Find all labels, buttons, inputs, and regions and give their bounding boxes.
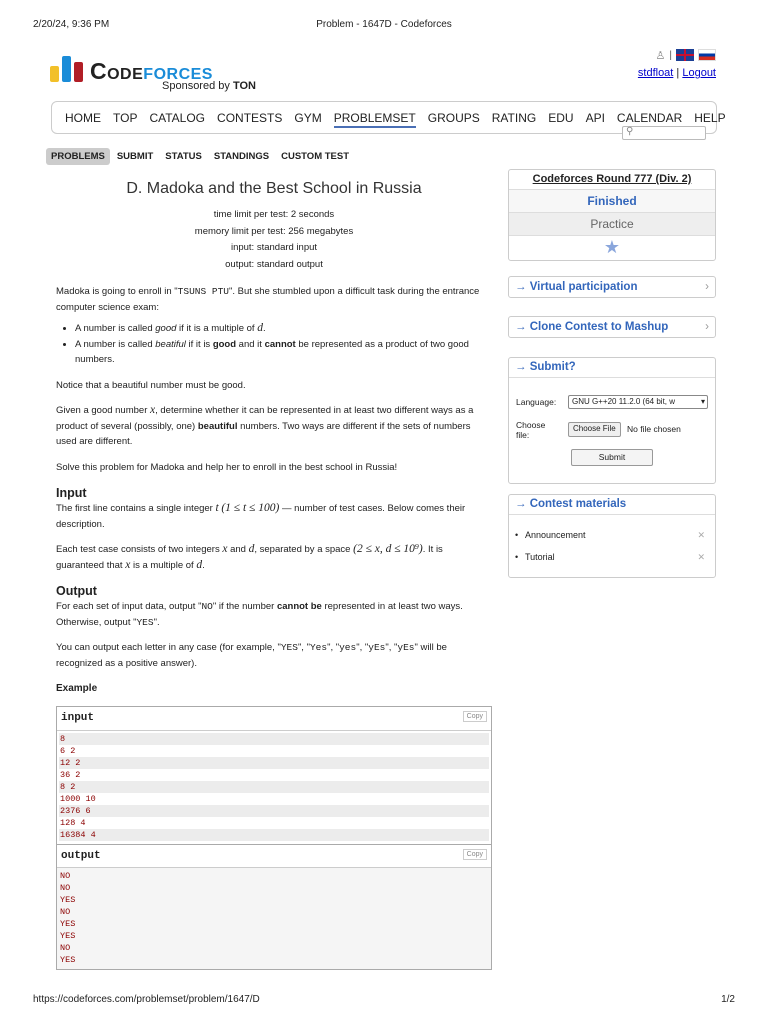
logo-sponsor: Sponsored by TON — [162, 80, 256, 92]
sample-line: NO — [60, 907, 71, 917]
example-title: Example — [56, 683, 98, 694]
english-flag-icon[interactable] — [676, 49, 694, 61]
nav-contests[interactable]: CONTESTS — [217, 111, 283, 125]
sample-line: 6 2 — [60, 746, 76, 756]
print-datetime: 2/20/24, 9:36 PM — [33, 19, 110, 30]
submit-box — [508, 357, 716, 484]
contest-round-link[interactable]: Codeforces Round 777 (Div. 2) — [532, 173, 692, 185]
sample-output — [57, 868, 491, 969]
clone-contest-link[interactable]: → Clone Contest to Mashup › — [508, 316, 716, 338]
nav-problemset[interactable]: PROBLEMSET — [334, 111, 416, 128]
sample-line: YES — [60, 895, 76, 905]
subnav-standings[interactable]: STANDINGS — [213, 151, 270, 162]
nav-top[interactable]: TOP — [113, 111, 138, 125]
submit-button[interactable]: Submit — [571, 449, 653, 466]
subnav-status[interactable]: STATUS — [165, 151, 202, 162]
search-input[interactable] — [622, 126, 706, 140]
russian-flag-icon[interactable] — [698, 49, 716, 61]
print-footer — [33, 994, 735, 1006]
problem-subnav — [46, 148, 356, 165]
sample-line: 8 — [59, 733, 489, 745]
sample-output-label: output — [61, 850, 101, 862]
language-label: Language: — [516, 397, 557, 407]
nav-gym[interactable]: GYM — [294, 111, 322, 125]
sample-line: 8 2 — [59, 781, 489, 793]
subnav-submit[interactable]: SUBMIT — [116, 151, 154, 162]
sample-line: YES — [60, 955, 76, 965]
input-section-title: Input — [56, 486, 87, 500]
choose-file-label: Choose file: — [516, 420, 546, 440]
list-item: • A number is called good if it is a multiple of d. — [75, 321, 492, 337]
sample-line: 16384 4 — [59, 829, 489, 841]
copy-output-button[interactable]: Copy — [463, 849, 487, 860]
contest-round-box — [508, 169, 716, 261]
nav-home[interactable]: HOME — [65, 111, 101, 125]
nav-api[interactable]: API — [585, 111, 605, 125]
copy-input-button[interactable]: Copy — [463, 711, 487, 722]
sample-line: 12 2 — [59, 757, 489, 769]
practice-label[interactable]: Practice — [509, 212, 715, 235]
file-status: No file chosen — [627, 424, 681, 434]
nav-help[interactable]: HELP — [694, 111, 726, 125]
language-select[interactable]: GNU G++20 11.2.0 (64 bit, w ▾ — [568, 395, 708, 409]
problem-statement — [56, 180, 492, 697]
nav-calendar[interactable]: CALENDAR — [616, 111, 683, 125]
nav-groups[interactable]: GROUPS — [427, 111, 480, 125]
problem-title: D. Madoka and the Best School in Russia — [126, 180, 422, 197]
sample-line: NO — [60, 871, 71, 881]
sample-input — [57, 731, 491, 844]
star-icon[interactable]: ★ — [509, 235, 715, 258]
nav-edu[interactable]: EDU — [548, 111, 574, 125]
nav-rating[interactable]: RATING — [491, 111, 537, 125]
sample-input-label: input — [61, 712, 95, 724]
tutorial-link[interactable]: • Tutorial — [525, 552, 555, 562]
output-section-title: Output — [56, 584, 97, 598]
subnav-custom-test[interactable]: CUSTOM TEST — [281, 151, 350, 162]
list-item: • A number is called beatiful if it is good and it cannot be represented as a product of two good numbers. — [75, 337, 492, 368]
announcement-link[interactable]: • Announcement — [525, 530, 586, 540]
search-icon: ⚲ — [626, 126, 634, 137]
user-profile-link[interactable]: stdfloat — [637, 67, 674, 79]
main-nav — [51, 101, 726, 137]
sample-line: 1000 10 — [60, 794, 96, 804]
nav-catalog[interactable]: CATALOG — [149, 111, 206, 125]
print-url: https://codeforces.com/problemset/problem/1647/D — [33, 994, 260, 1005]
definition-list — [56, 321, 492, 368]
close-icon: ✕ — [697, 530, 705, 540]
sample-line: NO — [60, 943, 71, 953]
logo-wordmark: Codeforces — [90, 58, 213, 84]
print-page-number: 1/2 — [721, 994, 735, 1005]
choose-file-button[interactable]: Choose File — [568, 422, 621, 437]
virtual-participation-link[interactable]: → Virtual participation › — [508, 276, 716, 298]
sample-line: NO — [60, 883, 71, 893]
print-doc-title: Problem - 1647D - Codeforces — [316, 19, 452, 30]
chevron-right-icon: › — [705, 281, 709, 293]
close-icon: ✕ — [697, 552, 705, 562]
problem-legend: Madoka is going to enroll in "TSUNS PTU". But she stumbled upon a difficult task during the entrance computer science exam: • A number is called good if it is a multiple of d. • A number is called beatiful if it is good and it cannot be represented as a product of two good numbers. Notice that a beautiful number must be good. Given a good number x, determine whether it can be represented in at least two different ways as a product of several (possibly, one) beautiful numbers. Two ways are different if the sets of numbers used are different. Solve this problem for Madoka and help her to enroll in the best school in Russia! Input The first line contains a single integer t (1 ≤ t ≤ 100) — number of test cases. Below comes their description. Each test case consists of two integers x and d, separated by a space (2 ≤ x, d ≤ 10⁹). It is guaranteed that x is a multiple of d. Output For each set of input data, output "NO" if the number cannot be represented in at least two ways. Otherwise, output "YES". You can output each letter in any case (for example, "YES", "Yes", "yes", "yEs", "yEs" will be recognized as a positive answer). Example — [56, 284, 492, 697]
sample-line: YES — [60, 931, 76, 941]
submit-box-title: → Submit? — [509, 358, 715, 378]
problem-limits: time limit per test: 2 seconds memory limit per test: 256 megabytes input: standard input output: standard output — [194, 209, 354, 270]
chevron-down-icon: ▾ — [700, 397, 705, 406]
sample-line: 36 2 — [60, 770, 81, 780]
header-user-area: ♙ | stdfloat | Logout — [637, 49, 716, 79]
contest-status: Finished — [509, 189, 715, 212]
sample-line: YES — [60, 919, 76, 929]
contest-materials-box — [508, 494, 716, 578]
bell-icon[interactable]: ♙ — [655, 49, 666, 62]
codeforces-logo[interactable] — [50, 54, 270, 94]
sample-line: 2376 6 — [59, 805, 489, 817]
logout-link[interactable]: Logout — [682, 67, 716, 79]
chevron-right-icon: › — [705, 321, 709, 333]
logo-bars-icon — [50, 56, 84, 82]
subnav-problems[interactable]: PROBLEMS — [46, 148, 110, 165]
sample-tests — [56, 706, 492, 970]
print-header — [33, 19, 735, 31]
sample-line: 128 4 — [60, 818, 86, 828]
materials-title: → Contest materials — [509, 495, 715, 515]
